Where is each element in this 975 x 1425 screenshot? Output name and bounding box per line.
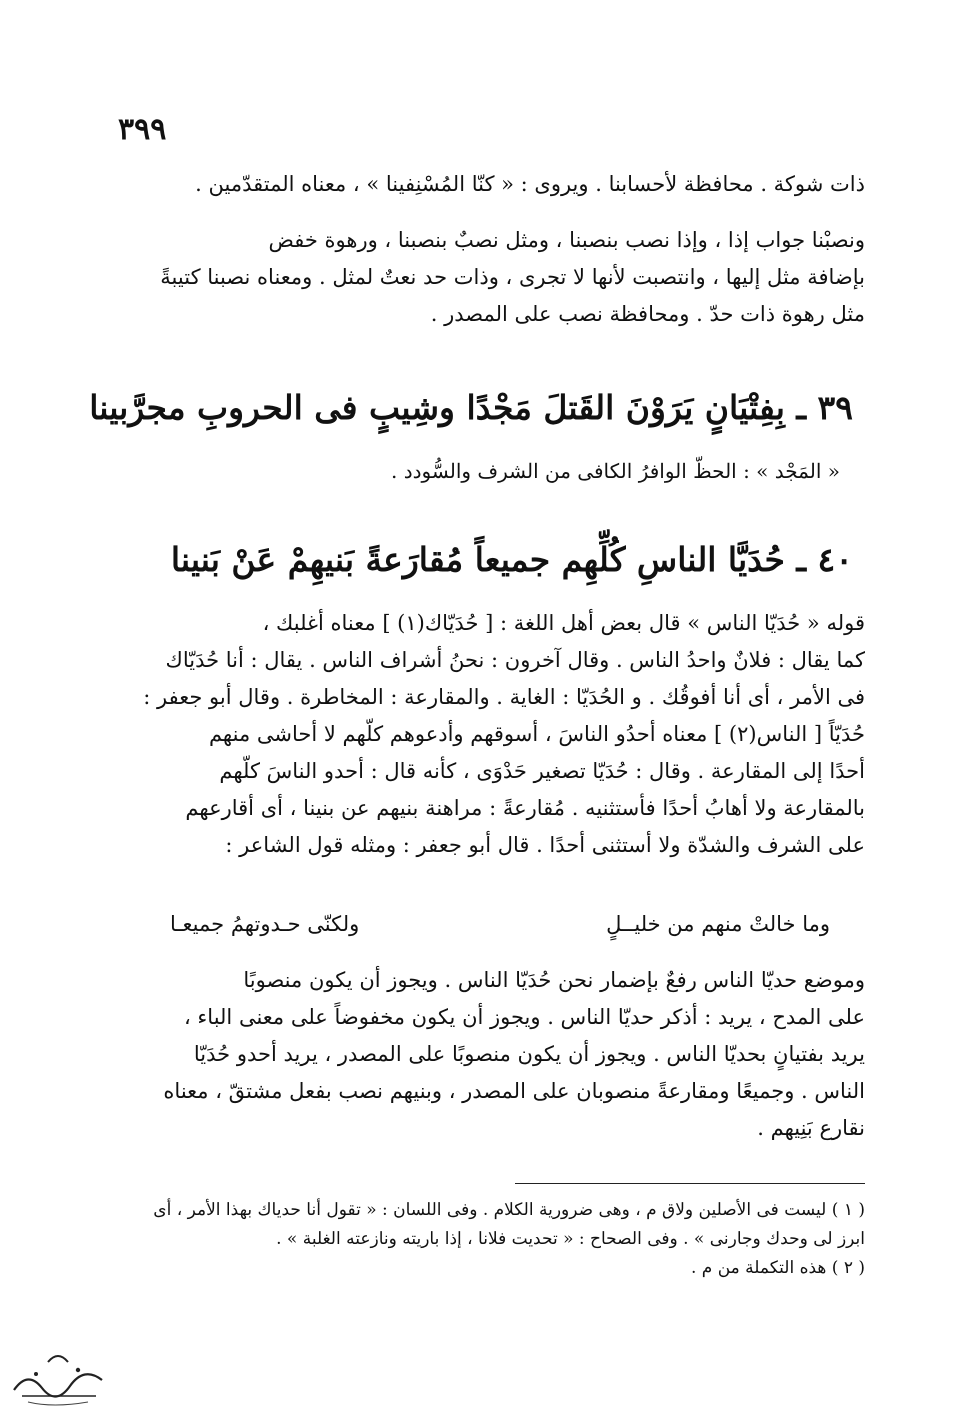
- page-number: ٣٩٩: [118, 112, 167, 147]
- poem-first-hemistich: وما خالتْ منهم من خليــلٍ: [606, 912, 830, 936]
- text-line: حُدَيّاً [ الناس(٢) ] معناه أحدُو الناسَ ، أسوقهم وأدعوهم كلّهم لا أحاشى منهم: [208, 722, 865, 746]
- footnote-divider: [515, 1183, 865, 1184]
- footnote-line: ابرز لى وحدك وجارنى » . وفى الصحاح : « تحديت فلانا ، إذا باريته ونازعته الغلبة » .: [276, 1229, 865, 1249]
- footnote-line: ( ٢ ) هذه التكملة من م .: [690, 1258, 865, 1278]
- text-line: يريد بفتيانٍ بحديّا الناس . ويجوز أن يكون منصوبًا على المصدر ، يريد أحدو حُدَيّا: [193, 1042, 865, 1066]
- text-line: على المدح ، يريد : أذكر حديّا الناس . ويجوز أن يكون مخفوضاً على معنى الباء ،: [183, 1005, 865, 1029]
- stamp-mark: [8, 1340, 108, 1412]
- text-line: بإضافة مثل إليها ، وانتصبت لأنها لا تجرى ، وذات حد نعتٌ لمثل . ومعناه نصبنا كتيبةً: [160, 265, 865, 289]
- text-line: بالمقارعة ولا أهابُ أحدًا فأستثنيه . مُقارعةً : مراهنة بنيهم عن بنينا ، أى أقارعهم: [185, 796, 865, 820]
- poem-verse: [170, 912, 830, 936]
- text-line: قوله « حُدَيّا الناس » قال بعض أهل اللغة : [ حُدَيّاك(١) ] معناه أغلبك ،: [262, 611, 865, 635]
- footnotes: [130, 1196, 865, 1283]
- text-line: وموضع حديّا الناس رفعٌ بإضمار نحن حُدَيّا الناس . ويجوز أن يكون منصوبًا: [243, 968, 865, 992]
- poem-second-hemistich: ولكنّى حـدوتهمُ جميعـا: [170, 912, 360, 936]
- paragraph-3: [130, 605, 865, 864]
- verse-note-line: « المَجْد » : الحظّ الوافرُ الكافى من الشرف والسُّودد .: [391, 459, 840, 483]
- text-line: نقارع بَنِيهم .: [757, 1116, 865, 1140]
- library-stamp-logo: [8, 1340, 108, 1412]
- paragraph-1: [160, 166, 865, 203]
- verse-40: ٤٠ ـ حُدَيَّا الناسِ كُلِّهِم جميعاً مُقارَعةً بَنيهِمْ عَنْ بَنينا: [170, 540, 853, 579]
- paragraph-4: [130, 962, 865, 1147]
- text-line: ونصبْنا جواب إذا ، وإذا نصب بنصبنا ، ومثل نصبٌ بنصبنا ، ورهوة خفض: [268, 228, 865, 252]
- verse-39: ٣٩ ـ بِفِتْيَانٍ يَرَوْنَ القَتلَ مَجْدًا وشِيبٍ فى الحروبِ مجرَّبينا: [89, 388, 853, 427]
- text-line: فى الأمر ، أى أنا أفوقُك . و الحُدَيّا : الغاية . والمقارعة : المخاطرة . وقال أبو جعفر :: [143, 685, 865, 709]
- text-line: الناس . وجميعًا ومقارعةً منصوبان على المصدر ، وبنيهم نصب بفعل مشتقّ ، معناه: [163, 1079, 865, 1103]
- verse-39-note: [300, 456, 840, 486]
- text-line: ذات شوكة . محافظة لأحسابنا . ويروى : « كنّا المُسْنِفينا » ، معناه المتقدّمين .: [195, 172, 865, 196]
- paragraph-2: [130, 222, 865, 333]
- text-line: على الشرف والشدّة ولا أستثنى أحدًا . قال أبو جعفر : ومثله قول الشاعر :: [225, 833, 865, 857]
- text-line: مثل رهوة ذات حدّ . ومحافظة نصب على المصدر .: [430, 302, 865, 326]
- text-line: كما يقال : فلانٌ واحدُ الناس . وقال آخرون : نحنُ أشراف الناس . يقال : أنا حُدَيّاك: [165, 648, 865, 672]
- text-line: أحدًا إلى المقارعة . وقال : حُدَيّا تصغير حَدْوَى ، كأنه قال : أحدو الناسَ كلّهم: [219, 759, 865, 783]
- footnote-line: ( ١ ) ليست فى الأصلين ولاق م ، وهى ضرورية الكلام . وفى اللسان : « تقول أنا حدياك بهذا الأمر ، أى: [153, 1200, 865, 1220]
